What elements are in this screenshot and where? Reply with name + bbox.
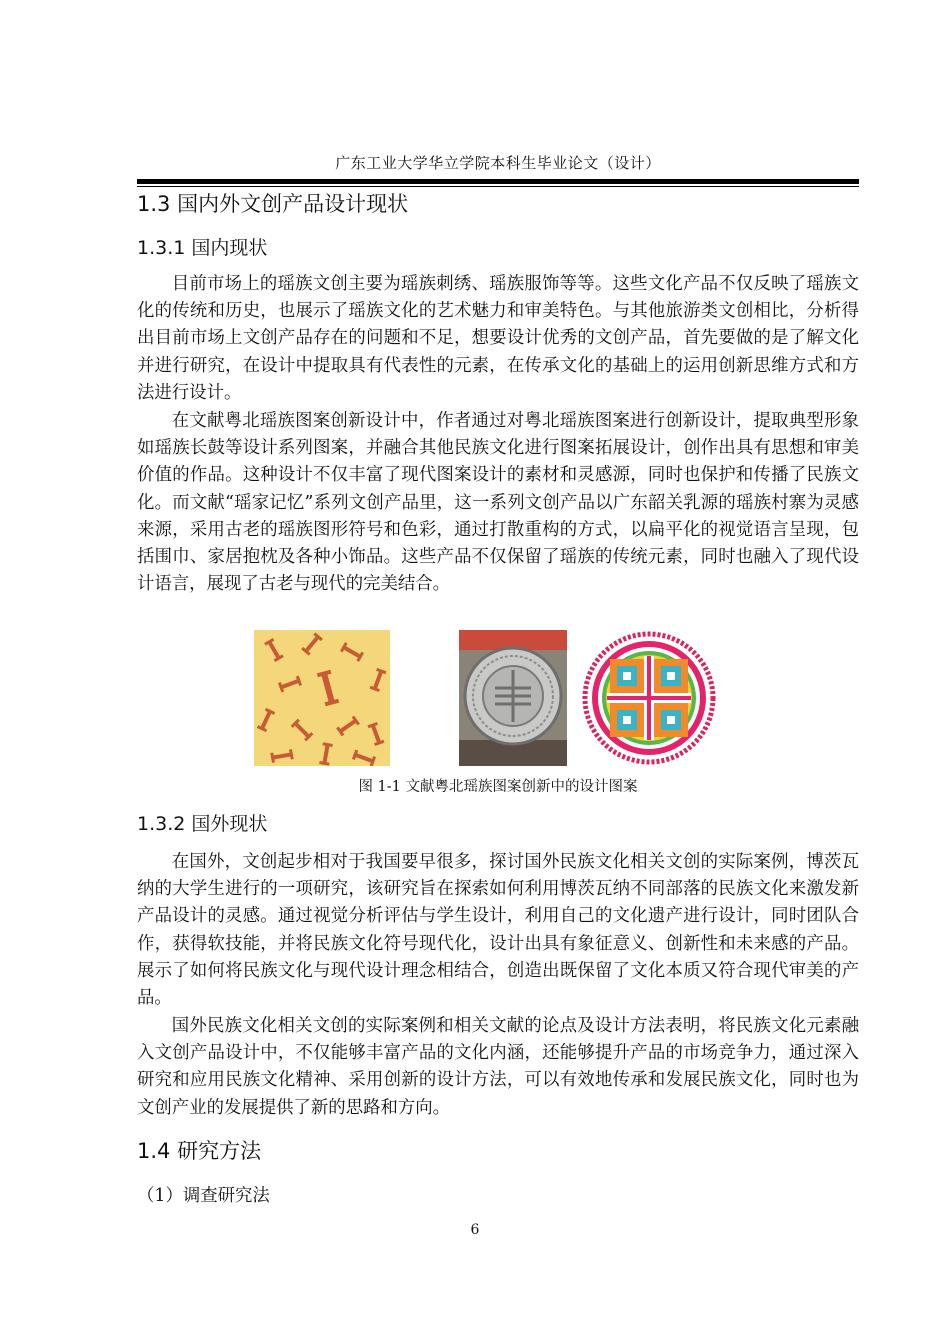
- list-item-survey-method: （1）调查研究法: [137, 1186, 270, 1206]
- page-number: 6: [470, 1222, 480, 1238]
- paragraph-domestic-2: 在文献粤北瑶族图案创新设计中，作者通过对粤北瑶族图案进行创新设计，提取典型形象如瑶族长鼓等设计系列图案，并融合其他民族文化进行图案拓展设计，创作出具有思想和审美价值的作品。这种设计不仅丰富了现代图案设计的素材和灵感源，同时也保护和传播了民族文化。而文献“瑶家记忆”系列文创产品里，这一系列文创产品以广东韶关乳源的瑶族村寨为灵感来源，采用古老的瑶族图形符号和色彩，通过打散重构的方式，以扁平化的视觉语言呈现，包括围巾、家居抱枕及各种小饰品。这些产品不仅保留了瑶族的传统元素，同时也融入了现代设计语言，展现了古老与现代的完美结合。: [137, 411, 859, 595]
- header-rule-thin: [137, 186, 859, 187]
- paragraph-foreign-1: 在国外，文创起步相对于我国要早很多，探讨国外民族文化相关文创的实际案例，博茨瓦纳的大学生进行的一项研究，该研究旨在探索如何利用博茨瓦纳不同部落的民族文化来激发新产品设计的灵感。通过视觉分析评估与学生设计，利用自己的文化遗产进行设计，同时团队合作，获得软技能，并将民族文化符号现代化，设计出具有象征意义、创新性和未来感的产品。展示了如何将民族文化与现代设计理念相结合，创造出既保留了文化本质又符合现代审美的产品。: [137, 852, 859, 1009]
- silver-medallion-photo: [459, 630, 567, 766]
- long-drum-pattern-image: [254, 630, 390, 766]
- figure-caption: 图 1-1 文献粤北瑶族图案创新中的设计图案: [358, 779, 638, 795]
- paragraph-foreign-2: 国外民族文化相关文创的实际案例和相关文献的论点及设计方法表明，将民族文化元素融入文创产品设计中，不仅能够丰富产品的文化内涵，还能够提升产品的市场竞争力，通过深入研究和应用民族文化精神、采用创新的设计方法，可以有效地传承和发展民族文化，同时也为文创产业的发展提供了新的思路和方向。: [137, 1016, 859, 1118]
- figure-1-1: [137, 630, 859, 768]
- section-1-3-heading: 1.3 国内外文创产品设计现状: [137, 192, 409, 216]
- paragraph-domestic-1: 目前市场上的瑶族文创主要为瑶族刺绣、瑶族服饰等等。这些文化产品不仅反映了瑶族文化的传统和历史，也展示了瑶族文化的艺术魅力和审美特色。与其他旅游类文创相比，分析得出目前市场上文创产品存在的问题和不足，想要设计优秀的文创产品，首先要做的是了解文化并进行研究，在设计中提取具有代表性的元素，在传承文化的基础上的运用创新思维方式和方法进行设计。: [137, 274, 859, 403]
- section-1-3-2-heading: 1.3.2 国外现状: [137, 813, 268, 835]
- section-1-3-1-heading: 1.3.1 国内现状: [137, 237, 268, 259]
- running-header: 广东工业大学华立学院本科生毕业论文（设计）: [335, 154, 661, 172]
- header-rule-thick: [137, 179, 859, 184]
- section-1-4-heading: 1.4 研究方法: [137, 1139, 262, 1163]
- colorful-round-pattern-image: [581, 630, 717, 766]
